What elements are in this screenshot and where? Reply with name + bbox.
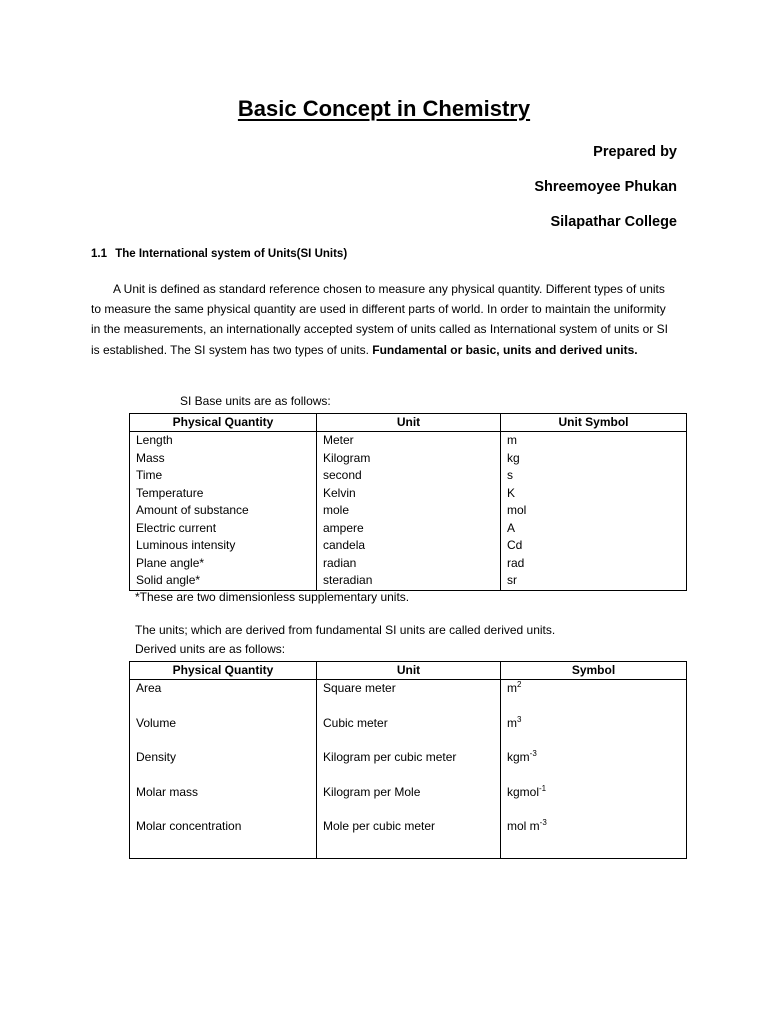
physical-quantity-cell: Electric current xyxy=(130,520,317,538)
column-header: Unit Symbol xyxy=(501,414,687,432)
unit-symbol-cell: mol xyxy=(501,502,687,520)
unit-symbol-cell: A xyxy=(501,520,687,538)
symbol-base: m xyxy=(507,715,517,730)
table-row xyxy=(130,749,687,784)
table-row xyxy=(130,818,687,859)
table-row xyxy=(130,467,687,485)
table-row xyxy=(130,555,687,573)
base-units-table xyxy=(129,413,687,591)
unit-cell: ampere xyxy=(317,520,501,538)
symbol-exponent: -3 xyxy=(529,749,537,759)
unit-cell: second xyxy=(317,467,501,485)
unit-symbol-cell: Cd xyxy=(501,537,687,555)
table-row xyxy=(130,520,687,538)
symbol-base: kgmol xyxy=(507,784,540,799)
unit-symbol-cell: K xyxy=(501,485,687,503)
column-header: Unit xyxy=(317,414,501,432)
physical-quantity-cell: Area xyxy=(130,680,317,715)
unit-cell: steradian xyxy=(317,572,501,590)
physical-quantity-cell: Molar mass xyxy=(130,784,317,819)
intro-paragraph xyxy=(91,279,678,360)
unit-symbol-cell: m xyxy=(501,432,687,450)
table-header-row xyxy=(130,662,687,680)
section-title: The International system of Units(SI Units) xyxy=(115,248,348,260)
table-row xyxy=(130,572,687,590)
intro-paragraph-bold: Fundamental or basic, units and derived units. xyxy=(372,342,638,357)
column-header: Physical Quantity xyxy=(130,662,317,680)
base-units-footnote: *These are two dimensionless supplementary units. xyxy=(135,590,410,604)
unit-cell: Kilogram xyxy=(317,450,501,468)
table-row xyxy=(130,502,687,520)
table-row xyxy=(130,680,687,715)
symbol-cell xyxy=(501,749,687,784)
table-row xyxy=(130,537,687,555)
author-name: Shreemoyee Phukan xyxy=(534,179,677,195)
unit-cell: Meter xyxy=(317,432,501,450)
physical-quantity-cell: Plane angle* xyxy=(130,555,317,573)
intro-paragraph-text: A Unit is defined as standard reference chosen to measure any physical quantity. Different types of units to measure the same physical quantity are used in different parts of world. In order to maintain the uniformity in the measurements, an internationally accepted system of units called as International system of units or SI is established. The SI system has two types of units. xyxy=(91,282,668,357)
physical-quantity-cell: Volume xyxy=(130,715,317,750)
table-row xyxy=(130,784,687,819)
unit-symbol-cell: rad xyxy=(501,555,687,573)
physical-quantity-cell: Solid angle* xyxy=(130,572,317,590)
physical-quantity-cell: Temperature xyxy=(130,485,317,503)
symbol-exponent: -3 xyxy=(539,818,547,828)
unit-symbol-cell: kg xyxy=(501,450,687,468)
table-header-row xyxy=(130,414,687,432)
symbol-cell xyxy=(501,784,687,819)
derived-units-intro-line2: Derived units are as follows: xyxy=(135,642,286,656)
physical-quantity-cell: Luminous intensity xyxy=(130,537,317,555)
derived-units-intro-line1: The units; which are derived from fundamental SI units are called derived units. xyxy=(135,623,556,637)
table-row xyxy=(130,485,687,503)
physical-quantity-cell: Length xyxy=(130,432,317,450)
symbol-exponent: -1 xyxy=(539,783,547,793)
symbol-exponent: 2 xyxy=(517,680,522,689)
derived-units-table xyxy=(129,661,687,859)
unit-cell: Kilogram per Mole xyxy=(317,784,501,819)
unit-cell: candela xyxy=(317,537,501,555)
table-row xyxy=(130,432,687,450)
symbol-base: m xyxy=(507,681,517,695)
prepared-by-label: Prepared by xyxy=(593,144,677,160)
column-header: Unit xyxy=(317,662,501,680)
table-row xyxy=(130,450,687,468)
author-institution: Silapathar College xyxy=(550,214,677,230)
section-number: 1.1 xyxy=(91,248,107,260)
physical-quantity-cell: Mass xyxy=(130,450,317,468)
unit-cell: Cubic meter xyxy=(317,715,501,750)
symbol-cell xyxy=(501,680,687,715)
unit-cell: Kelvin xyxy=(317,485,501,503)
physical-quantity-cell: Density xyxy=(130,749,317,784)
symbol-base: kgm xyxy=(507,750,530,765)
document-title: Basic Concept in Chemistry xyxy=(237,96,531,121)
physical-quantity-cell: Amount of substance xyxy=(130,502,317,520)
symbol-cell xyxy=(501,818,687,859)
symbol-exponent: 3 xyxy=(517,714,522,724)
column-header: Physical Quantity xyxy=(130,414,317,432)
section-heading xyxy=(91,248,347,260)
unit-cell: mole xyxy=(317,502,501,520)
unit-symbol-cell: sr xyxy=(501,572,687,590)
table-row xyxy=(130,715,687,750)
symbol-base: mol m xyxy=(507,819,540,834)
column-header: Symbol xyxy=(501,662,687,680)
symbol-cell xyxy=(501,715,687,750)
unit-cell: Kilogram per cubic meter xyxy=(317,749,501,784)
physical-quantity-cell: Molar concentration xyxy=(130,818,317,859)
unit-cell: Mole per cubic meter xyxy=(317,818,501,859)
physical-quantity-cell: Time xyxy=(130,467,317,485)
unit-cell: Square meter xyxy=(317,680,501,715)
base-units-intro: SI Base units are as follows: xyxy=(180,394,331,408)
unit-symbol-cell: s xyxy=(501,467,687,485)
unit-cell: radian xyxy=(317,555,501,573)
